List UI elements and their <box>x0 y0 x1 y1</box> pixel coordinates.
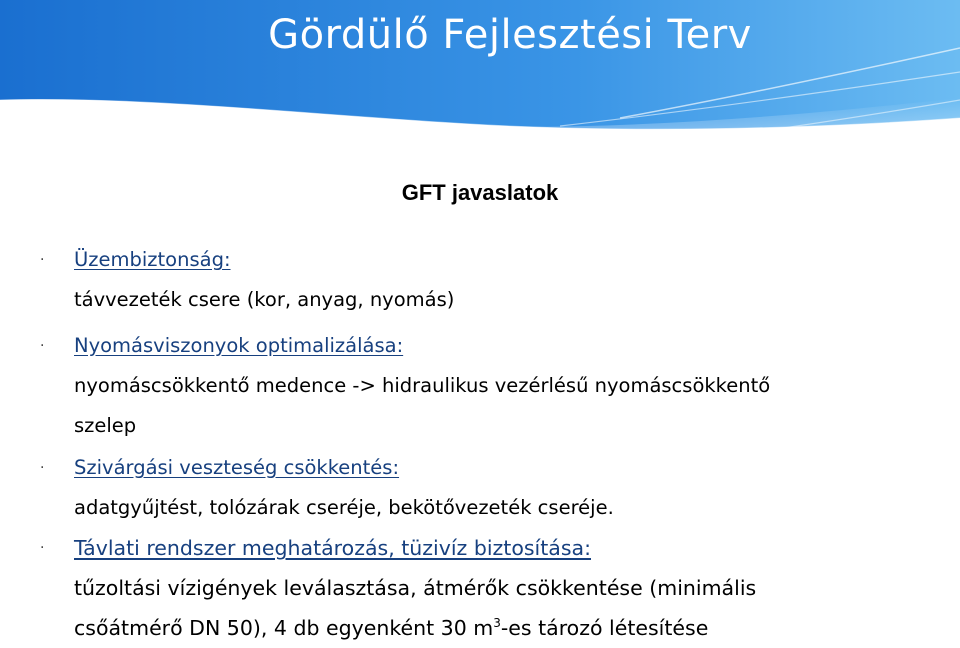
heading-text: Üzembiztonság: <box>74 248 231 271</box>
heading-text: Távlati rendszer meghatározás, tüzivíz biztosítása: <box>74 536 591 560</box>
list-item-body: távvezeték csere (kor, anyag, nyomás) <box>74 288 455 311</box>
list-item-body-line <box>40 608 920 648</box>
heading-text: Szivárgási veszteség csökkentés: <box>74 456 400 479</box>
list-item <box>40 528 920 648</box>
list-item-body: adatgyűjtést, tolózárak cseréje, bekötővezeték cseréje. <box>74 496 614 519</box>
list-item <box>40 240 920 320</box>
body-text: -es tározó létesítése <box>500 616 709 640</box>
list-item <box>40 448 920 528</box>
list-item-body-line: tűzoltási vízigények leválasztása, átmérők csökkentése (minimális <box>74 576 757 600</box>
slide-subtitle: GFT javaslatok <box>401 180 559 205</box>
bullet-dot-icon: · <box>40 540 45 556</box>
list-item-heading <box>40 240 920 280</box>
bullet-dot-icon: · <box>40 252 45 268</box>
bullet-list <box>40 240 920 648</box>
bullet-dot-icon: · <box>40 338 45 354</box>
heading-text: Nyomásviszonyok optimalizálása: <box>74 334 404 357</box>
list-item-heading <box>40 528 920 568</box>
body-text: csőátmérő DN 50), 4 db egyenként 30 m <box>74 616 494 640</box>
list-item-body-line: nyomáscsökkentő medence -> hidraulikus vezérlésű nyomáscsökkentő <box>74 374 771 397</box>
list-item-heading <box>40 326 920 366</box>
list-item-heading <box>40 448 920 488</box>
list-item-body-line: szelep <box>74 414 137 437</box>
list-item <box>40 326 920 446</box>
slide-title: Gördülő Fejlesztési Terv <box>268 12 752 58</box>
superscript: 3 <box>493 616 501 630</box>
bullet-dot-icon: · <box>40 460 45 476</box>
